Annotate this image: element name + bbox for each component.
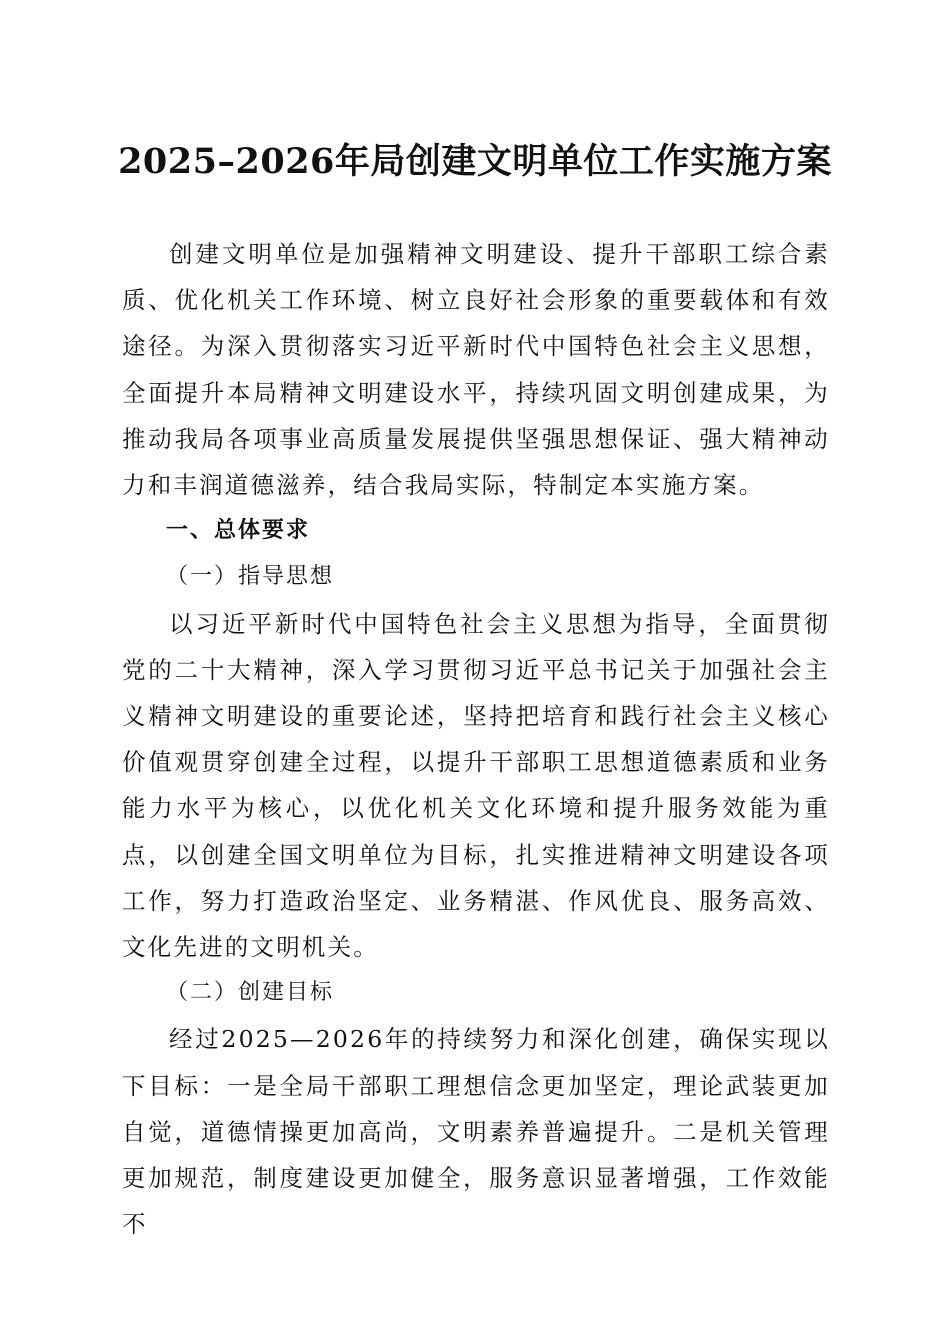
document-body bbox=[122, 231, 830, 1247]
document-title: 2025–2026年局创建文明单位工作实施方案 bbox=[118, 141, 832, 182]
subsection-heading-guiding-ideology: （一）指导思想 bbox=[166, 564, 335, 590]
guiding-ideology-paragraph: 以习近平新时代中国特色社会主义思想为指导，全面贯彻党的二十大精神，深入学习贯彻习近平总书记关于加强社会主义精神文明建设的重要论述，坚持把培育和践行社会主义核心价值观贯穿创建全过程，以提升干部职工思想道德素质和业务能力水平为核心，以优化机关文化环境和提升服务效能为重点，以创建全国文明单位为目标，扎实推进精神文明建设各项工作，努力打造政治坚定、业务精湛、作风优良、服务高效、文化先进的文明机关。 bbox=[122, 609, 830, 962]
section-heading-overall-requirements: 一、总体要求 bbox=[166, 518, 311, 544]
subsection-heading-creation-goals: （二）创建目标 bbox=[166, 980, 335, 1006]
intro-paragraph: 创建文明单位是加强精神文明建设、提升干部职工综合素质、优化机关工作环境、树立良好社会形象的重要载体和有效途径。为深入贯彻落实习近平新时代中国特色社会主义思想，全面提升本局精神文明建设水平，持续巩固文明创建成果，为推动我局各项事业高质量发展提供坚强思想保证、强大精神动力和丰润道德滋养，结合我局实际，特制定本实施方案。 bbox=[122, 240, 830, 500]
creation-goals-paragraph: 经过2025—2026年的持续努力和深化创建，确保实现以下目标：一是全局干部职工理想信念更加坚定，理论武装更加自觉，道德情操更加高尚，文明素养普遍提升。二是机关管理更加规范，制度建设更加健全，服务意识显著增强，工作效能不 bbox=[122, 1025, 830, 1239]
